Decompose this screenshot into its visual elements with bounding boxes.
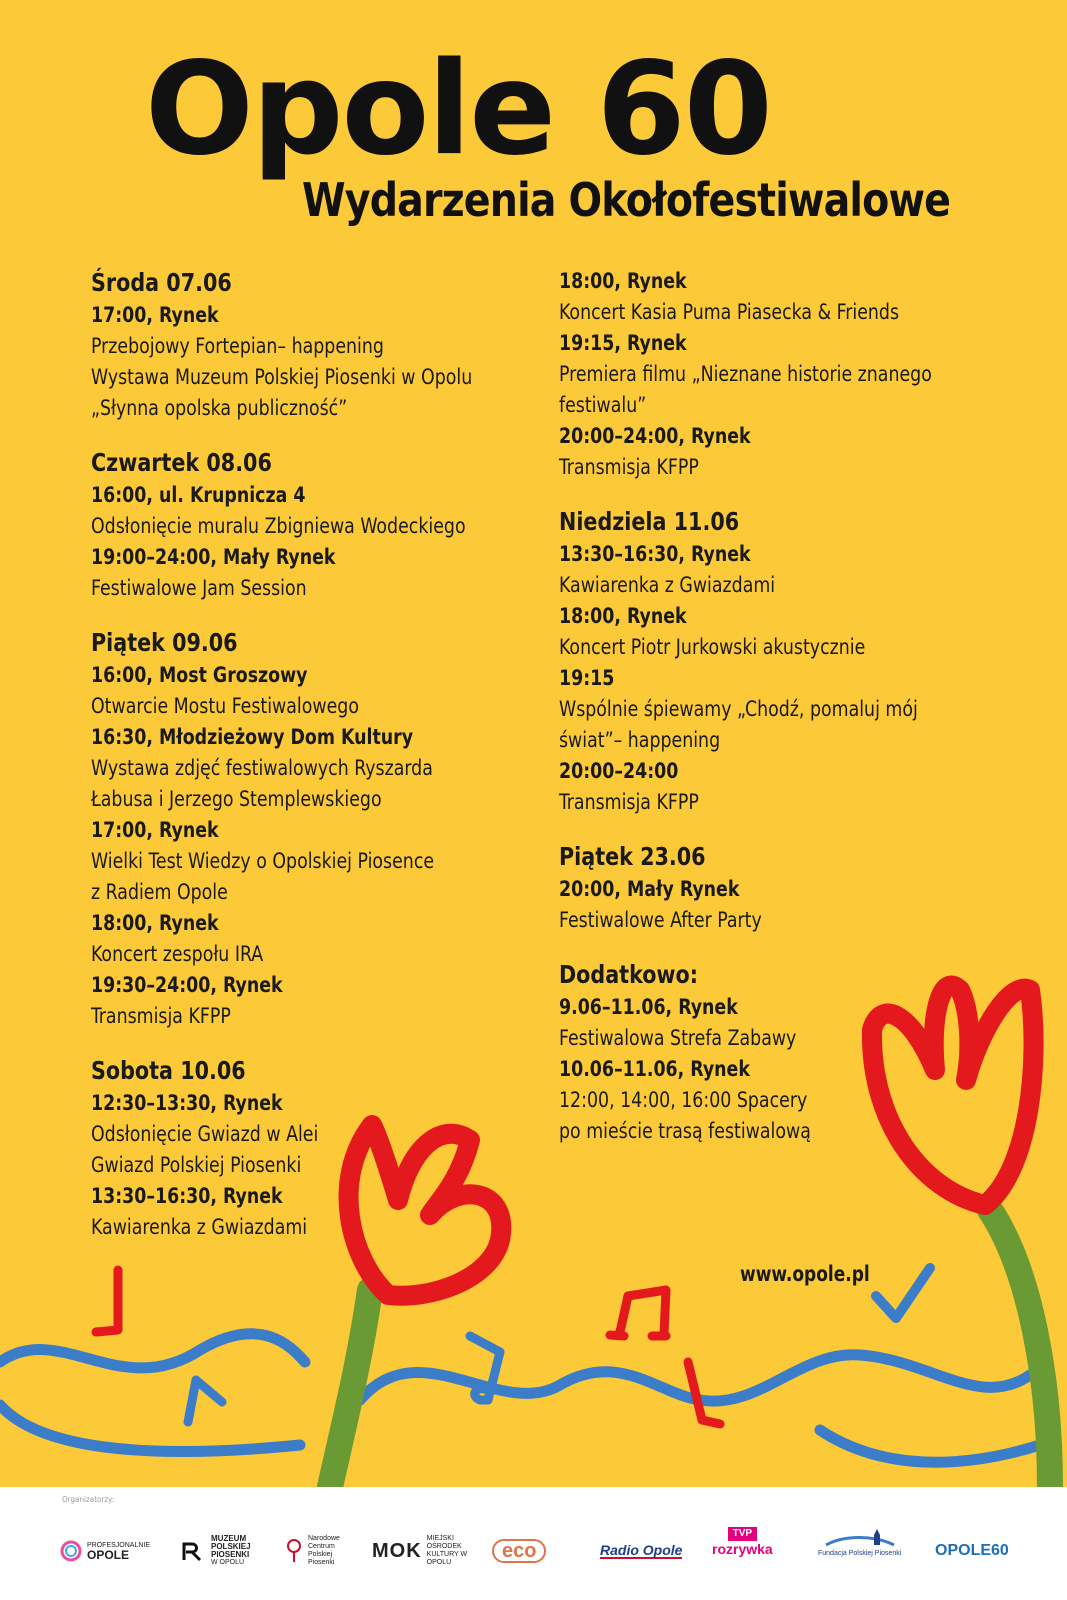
poster-title: Opole 60: [145, 35, 771, 184]
event-time: 18:00, Rynek: [559, 269, 687, 293]
microphone-icon: [285, 1538, 303, 1564]
event-description: Kawiarenka z Gwiazdami: [559, 573, 776, 597]
event-description: 12:00, 14:00, 16:00 Spacery: [559, 1088, 808, 1112]
green-stem-right: [990, 1210, 1050, 1487]
event-description: Koncert zespołu IRA: [91, 942, 264, 966]
blue-wave-bottom-right: [820, 1430, 1040, 1462]
day-section: [559, 266, 999, 483]
blue-wave-left: [0, 1334, 305, 1368]
event-time: 19:00–24:00, Mały Rynek: [91, 545, 336, 569]
day-section: [91, 626, 531, 1032]
event-description: Festiwalowe After Party: [559, 908, 762, 932]
event-time: 19:15, Rynek: [559, 331, 687, 355]
blue-note-1: [188, 1380, 222, 1422]
ncpp-logo: Narodowe Centrum Polskiej Piosenki: [285, 1527, 340, 1575]
event-description: Otwarcie Mostu Festiwalowego: [91, 694, 359, 718]
event-description: „Słynna opolska publiczność”: [91, 396, 348, 420]
event-description: Transmisja KFPP: [559, 790, 699, 814]
day-title: Piątek 09.06: [91, 628, 238, 657]
muzeum-logo: MUZEUM POLSKIEJ PIOSENKI W OPOLU: [180, 1527, 251, 1575]
event-description: Odsłonięcie Gwiazd w Alei: [91, 1122, 319, 1146]
event-time: 20:00–24:00: [559, 759, 679, 783]
poster-subtitle: Wydarzenia Okołofestiwalowe: [302, 173, 951, 227]
day-title: Niedziela 11.06: [559, 507, 740, 536]
day-title: Środa 07.06: [91, 268, 232, 297]
day-section: [559, 505, 999, 818]
event-description: po mieście trasą festiwalową: [559, 1119, 811, 1143]
green-stem-left: [330, 1290, 370, 1487]
event-description: Łabusa i Jerzego Stemplewskiego: [91, 787, 382, 811]
event-description: Gwiazd Polskiej Piosenki: [91, 1153, 302, 1177]
event-description: Transmisja KFPP: [91, 1004, 231, 1028]
day-section: [559, 958, 999, 1147]
event-description: Kawiarenka z Gwiazdami: [91, 1215, 308, 1239]
day-section: [91, 446, 531, 604]
event-description: Festiwalowa Strefa Zabawy: [559, 1026, 797, 1050]
event-time: 13:30–16:30, Rynek: [91, 1184, 283, 1208]
mok-logo: MOK MIEJSKI OŚRODEK KULTURY W OPOLU: [372, 1535, 468, 1566]
event-description: Koncert Piotr Jurkowski akustycznie: [559, 635, 866, 659]
event-time: 16:30, Młodzieżowy Dom Kultury: [91, 725, 414, 749]
logo-row: [0, 1527, 1067, 1587]
event-time: 18:00, Rynek: [91, 911, 219, 935]
event-description: Odsłonięcie muralu Zbigniewa Wodeckiego: [91, 514, 466, 538]
website-link[interactable]: www.opole.pl: [740, 1262, 870, 1286]
day-section: [91, 266, 531, 424]
event-description: świat”– happening: [559, 728, 721, 752]
day-title: Piątek 23.06: [559, 842, 706, 871]
event-description: Koncert Kasia Puma Piasecka & Friends: [559, 300, 900, 324]
opole-ring-icon: [60, 1540, 82, 1562]
event-description: Przebojowy Fortepian– happening: [91, 334, 384, 358]
event-description: Festiwalowe Jam Session: [91, 576, 307, 600]
event-time: 9.06–11.06, Rynek: [559, 995, 738, 1019]
day-title: Dodatkowo:: [559, 960, 699, 989]
event-description: Wspólnie śpiewamy „Chodź, pomaluj mój: [559, 697, 918, 721]
blue-note-2: [470, 1336, 500, 1400]
event-time: 19:30–24:00, Rynek: [91, 973, 283, 997]
event-time: 12:30–13:30, Rynek: [91, 1091, 283, 1115]
event-time: 17:00, Rynek: [91, 303, 219, 327]
event-time: 16:00, ul. Krupnicza 4: [91, 483, 306, 507]
event-description: festiwalu”: [559, 393, 647, 417]
event-time: 16:00, Most Groszowy: [91, 663, 308, 687]
schedule-right-column: [559, 266, 999, 1169]
eco-logo: eco: [492, 1527, 546, 1575]
event-description: Wystawa zdjęć festiwalowych Ryszarda: [91, 756, 433, 780]
day-section: [91, 1054, 531, 1243]
city-skyline-icon: [824, 1527, 896, 1549]
red-note-2: [610, 1290, 666, 1336]
opole-city-logo: PROFESJONALNIE OPOLE: [60, 1527, 150, 1575]
blue-wave-bottom-left: [0, 1405, 300, 1452]
event-time: 13:30–16:30, Rynek: [559, 542, 751, 566]
event-description: z Radiem Opole: [91, 880, 228, 904]
event-description: Wystawa Muzeum Polskiej Piosenki w Opolu: [91, 365, 473, 389]
blue-wave-middle: [360, 1355, 1030, 1401]
blue-check: [876, 1268, 930, 1318]
organizers-label: Organizatorzy:: [62, 1495, 115, 1504]
event-time: 18:00, Rynek: [559, 604, 687, 628]
day-section: [559, 840, 999, 936]
event-time: 17:00, Rynek: [91, 818, 219, 842]
event-description: Premiera filmu „Nieznane historie znanego: [559, 362, 932, 386]
schedule-left-column: [91, 266, 531, 1265]
radio-opole-logo: Radio Opole: [600, 1542, 683, 1558]
event-description: Wielki Test Wiedzy o Opolskiej Piosence: [91, 849, 435, 873]
red-note-3: [688, 1362, 720, 1424]
red-note-1: [96, 1270, 118, 1332]
opole60-logo: OPOLE60: [935, 1542, 1009, 1559]
tvp-rozrywka-logo: TVP rozrywka: [712, 1528, 773, 1557]
muzeum-icon: [180, 1538, 206, 1564]
event-time: 19:15: [559, 666, 615, 690]
organizers-footer: [0, 1487, 1067, 1600]
event-description: Transmisja KFPP: [559, 455, 699, 479]
event-time: 20:00, Mały Rynek: [559, 877, 740, 901]
event-time: 20:00–24:00, Rynek: [559, 424, 751, 448]
day-title: Sobota 10.06: [91, 1056, 246, 1085]
day-title: Czwartek 08.06: [91, 448, 272, 477]
foundation-logo: Fundacja Polskiej Piosenki: [818, 1527, 901, 1575]
event-time: 10.06–11.06, Rynek: [559, 1057, 750, 1081]
